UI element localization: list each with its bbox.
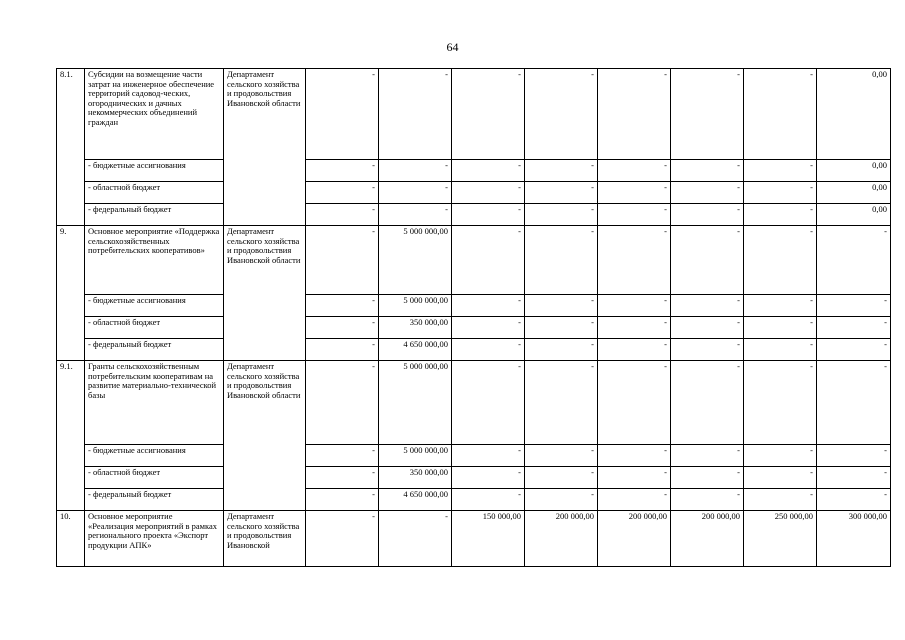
value-cell: 200 000,00 [598, 511, 671, 567]
value-cell: - [598, 295, 671, 317]
value-cell: - [525, 361, 598, 445]
value-cell: - [452, 361, 525, 445]
value-cell: - [744, 295, 817, 317]
value-cell: - [671, 361, 744, 445]
value-cell: - [452, 339, 525, 361]
table-row [57, 511, 891, 567]
value-cell: - [452, 445, 525, 467]
value-cell: 250 000,00 [744, 511, 817, 567]
value-cell: - [306, 317, 379, 339]
value-cell: - [452, 489, 525, 511]
value-cell: - [598, 226, 671, 295]
value-cell: - [306, 467, 379, 489]
value-cell: - [306, 511, 379, 567]
value-cell: - [671, 204, 744, 226]
subrow-name: - бюджетные ассигнования [85, 295, 224, 317]
value-cell: - [306, 295, 379, 317]
value-cell: 5 000 000,00 [379, 226, 452, 295]
value-cell: - [744, 361, 817, 445]
row-index: 9.1. [57, 361, 85, 511]
subrow-name: - бюджетные ассигнования [85, 160, 224, 182]
value-cell: - [671, 445, 744, 467]
budget-table [56, 68, 891, 567]
table-subrow [57, 160, 891, 182]
value-cell: - [744, 489, 817, 511]
table-row [57, 361, 891, 445]
row-department: Департамент сельского хозяйства и продовольствия Ивановской области [224, 226, 306, 361]
value-cell: - [598, 339, 671, 361]
value-cell: 5 000 000,00 [379, 445, 452, 467]
value-cell: - [598, 182, 671, 204]
subrow-name: - бюджетные ассигнования [85, 445, 224, 467]
value-cell: - [306, 182, 379, 204]
value-cell: 0,00 [817, 204, 891, 226]
value-cell: - [306, 160, 379, 182]
value-cell: - [525, 182, 598, 204]
value-cell: - [744, 339, 817, 361]
value-cell: 0,00 [817, 182, 891, 204]
value-cell: - [452, 204, 525, 226]
value-cell: - [671, 489, 744, 511]
value-cell: 5 000 000,00 [379, 295, 452, 317]
value-cell: - [744, 182, 817, 204]
value-cell: - [525, 489, 598, 511]
value-cell: - [817, 295, 891, 317]
table-row [57, 69, 891, 160]
subrow-name: - федеральный бюджет [85, 339, 224, 361]
value-cell: - [452, 160, 525, 182]
table-subrow [57, 445, 891, 467]
subrow-name: - областной бюджет [85, 182, 224, 204]
row-name: Гранты сельскохозяйственным потребительским кооперативам на развитие материально-технической базы [85, 361, 224, 445]
value-cell: - [817, 226, 891, 295]
value-cell: - [671, 339, 744, 361]
value-cell: - [379, 69, 452, 160]
subrow-name: - областной бюджет [85, 467, 224, 489]
table-subrow [57, 295, 891, 317]
value-cell: - [744, 445, 817, 467]
table-subrow [57, 339, 891, 361]
value-cell: - [817, 361, 891, 445]
value-cell: - [817, 467, 891, 489]
value-cell: - [525, 467, 598, 489]
value-cell: - [671, 160, 744, 182]
value-cell: - [452, 69, 525, 160]
value-cell: - [306, 445, 379, 467]
value-cell: - [744, 160, 817, 182]
value-cell: - [598, 467, 671, 489]
value-cell: - [817, 445, 891, 467]
table-subrow [57, 467, 891, 489]
value-cell: 0,00 [817, 160, 891, 182]
row-department: Департамент сельского хозяйства и продовольствия Ивановской [224, 511, 306, 567]
value-cell: - [452, 226, 525, 295]
value-cell: 4 650 000,00 [379, 339, 452, 361]
value-cell: 0,00 [817, 69, 891, 160]
value-cell: - [598, 489, 671, 511]
table-subrow [57, 317, 891, 339]
row-name: Основное мероприятие «Поддержка сельскохозяйственных потребительских кооперативов» [85, 226, 224, 295]
value-cell: - [525, 339, 598, 361]
value-cell: - [525, 317, 598, 339]
value-cell: - [379, 160, 452, 182]
value-cell: - [598, 361, 671, 445]
value-cell: - [817, 339, 891, 361]
value-cell: - [671, 69, 744, 160]
value-cell: - [744, 467, 817, 489]
value-cell: - [525, 204, 598, 226]
value-cell: - [306, 204, 379, 226]
value-cell: - [671, 226, 744, 295]
value-cell: 350 000,00 [379, 467, 452, 489]
table-row [57, 226, 891, 295]
value-cell: - [744, 69, 817, 160]
value-cell: - [379, 182, 452, 204]
value-cell: - [525, 226, 598, 295]
value-cell: - [525, 445, 598, 467]
value-cell: - [525, 69, 598, 160]
value-cell: - [525, 160, 598, 182]
value-cell: - [598, 317, 671, 339]
value-cell: - [671, 295, 744, 317]
value-cell: - [306, 361, 379, 445]
value-cell: 5 000 000,00 [379, 361, 452, 445]
value-cell: - [744, 226, 817, 295]
value-cell: - [306, 69, 379, 160]
value-cell: - [452, 317, 525, 339]
row-index: 9. [57, 226, 85, 361]
row-department: Департамент сельского хозяйства и продовольствия Ивановской области [224, 361, 306, 511]
value-cell: - [744, 204, 817, 226]
row-department: Департамент сельского хозяйства и продовольствия Ивановской области [224, 69, 306, 226]
value-cell: - [452, 467, 525, 489]
row-name: Основное мероприятие «Реализация мероприятий в рамках регионального проекта «Экспорт продукции АПК» [85, 511, 224, 567]
row-name: Субсидии на возмещение части затрат на инженерное обеспечение территорий садовод-ческих, огороднических и дачных некоммерческих объединений граждан [85, 69, 224, 160]
value-cell: 200 000,00 [671, 511, 744, 567]
value-cell: - [817, 317, 891, 339]
value-cell: - [306, 226, 379, 295]
value-cell: - [598, 160, 671, 182]
value-cell: - [744, 317, 817, 339]
value-cell: 4 650 000,00 [379, 489, 452, 511]
value-cell: - [379, 511, 452, 567]
value-cell: - [525, 295, 598, 317]
subrow-name: - областной бюджет [85, 317, 224, 339]
table-subrow [57, 182, 891, 204]
row-index: 10. [57, 511, 85, 567]
subrow-name: - федеральный бюджет [85, 489, 224, 511]
value-cell: - [452, 295, 525, 317]
row-index: 8.1. [57, 69, 85, 226]
value-cell: 150 000,00 [452, 511, 525, 567]
value-cell: - [379, 204, 452, 226]
value-cell: 200 000,00 [525, 511, 598, 567]
value-cell: - [598, 445, 671, 467]
value-cell: - [598, 69, 671, 160]
value-cell: 300 000,00 [817, 511, 891, 567]
value-cell: - [306, 339, 379, 361]
value-cell: - [598, 204, 671, 226]
value-cell: - [671, 182, 744, 204]
value-cell: - [817, 489, 891, 511]
table-subrow [57, 204, 891, 226]
page-number: 64 [446, 40, 459, 54]
value-cell: - [306, 489, 379, 511]
value-cell: - [452, 182, 525, 204]
value-cell: 350 000,00 [379, 317, 452, 339]
value-cell: - [671, 467, 744, 489]
value-cell: - [671, 317, 744, 339]
table-subrow [57, 489, 891, 511]
subrow-name: - федеральный бюджет [85, 204, 224, 226]
